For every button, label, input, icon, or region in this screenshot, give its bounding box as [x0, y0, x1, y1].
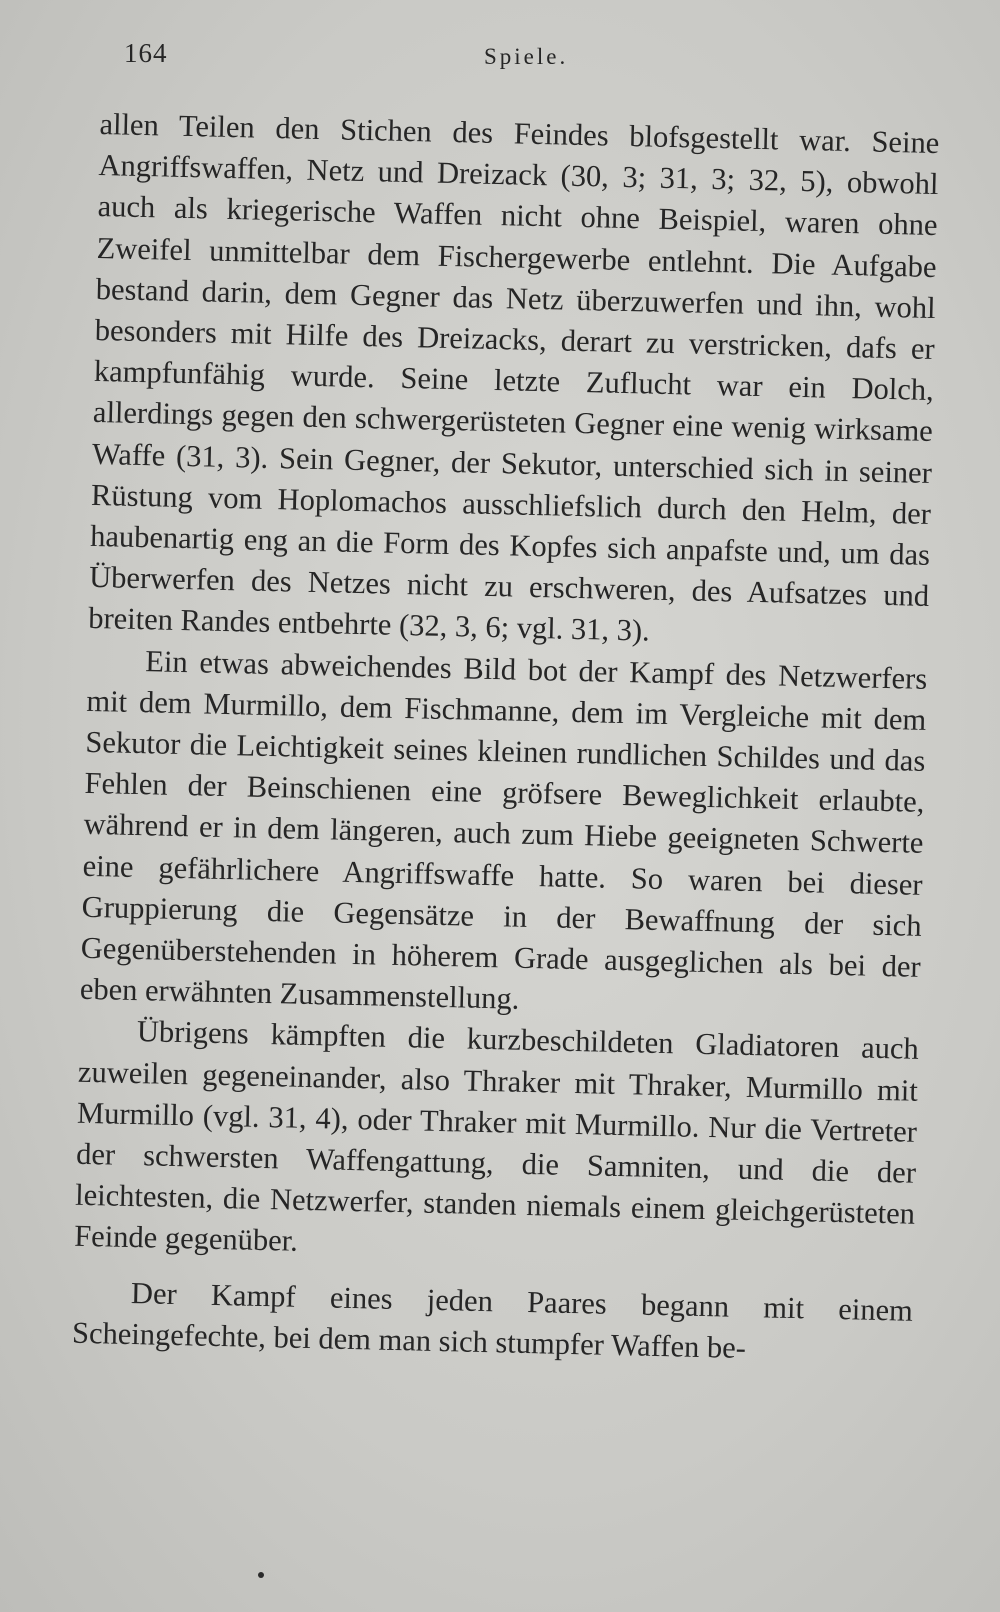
paragraph-2: Ein etwas abweichendes Bild bot der Kampf des Netzwerfers mit dem Murmillo, dem Fischmanne, dem im Vergleiche mit dem Sekutor die Leichtigkeit seines kleinen rundlichen Schildes und das Fehlen der Beinschienen eine gröfsere Beweglichkeit erlaubte, während er in dem längeren, auch zum Hiebe geeigneten Schwerte eine gefährlichere Angriffswaffe hatte. So waren bei dieser Gruppierung die Gegensätze in der Bewaffnung der sich Gegenüberstehenden in höherem Grade ausgeglichen als bei der eben erwähnten Zusammenstellung.	[79, 643, 928, 1017]
page-header	[124, 38, 584, 78]
paragraph-3: Übrigens kämpften die kurzbeschildeten Gladiatoren auch zuweilen gegeneinander, also Thraker mit Thraker, Murmillo mit Murmillo (vgl. 31, 4), oder Thraker mit Murmillo. Nur die Vertreter der schwersten Waffengattung, die Samniten, und die der leichtesten, die Netzwerfer, standen niemals einem gleichgerüsteten Feinde gegenüber.	[73, 1014, 920, 1259]
ink-speck	[258, 1572, 264, 1578]
running-title: Spiele.	[484, 44, 569, 69]
page-number: 164	[124, 38, 168, 68]
body-text	[72, 104, 940, 1373]
paragraph-1: allen Teilen den Stichen des Feindes blofsgestellt war. Seine Angriffswaffen, Netz und Dreizack (30, 3; 31, 3; 32, 5), obwohl auch als kriegerische Waffen nicht ohne Beispiel, waren ohne Zweifel unmittelbar dem Fischergewerbe entlehnt. Die Aufgabe bestand darin, dem Gegner das Netz überzuwerfen und ihn, wohl besonders mit Hilfe des Dreizacks, derart zu verstricken, dafs er kampfunfähig wurde. Seine letzte Zuflucht war ein Dolch, allerdings gegen den schwergerüsteten Gegner eine wenig wirksame Waffe (31, 3). Sein Gegner, der Sekutor, unterschied sich in seiner Rüstung vom Hoplomachos ausschliefslich durch den Helm, der haubenartig eng an die Form des Kopfes sich anpafste und, um das Überwerfen des Netzes nicht zu erschweren, des Aufsatzes und breiten Randes entbehrte (32, 3, 6; vgl. 31, 3).	[87, 106, 940, 649]
paragraph-4: Der Kampf eines jeden Paares begann mit einem Scheingefechte, bei dem man sich stumpfer Waffen be-	[71, 1275, 914, 1365]
